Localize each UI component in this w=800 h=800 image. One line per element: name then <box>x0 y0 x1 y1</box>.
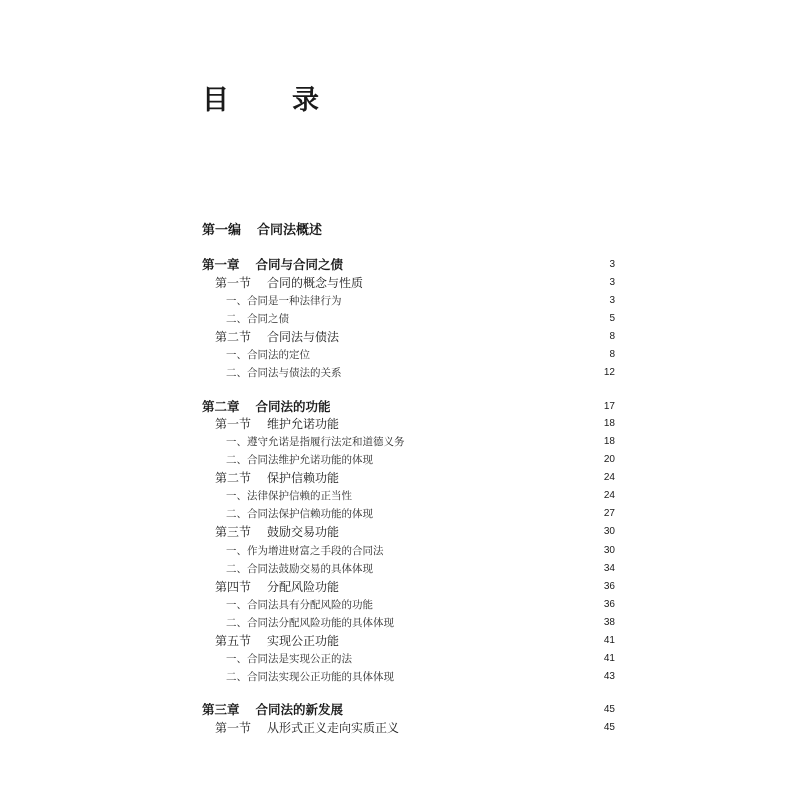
toc-item <box>0 614 800 632</box>
toc-page-number: 18 <box>603 418 615 429</box>
toc-page-number: 41 <box>603 635 615 646</box>
toc-page-number: 3 <box>609 259 615 270</box>
toc-page-number: 18 <box>603 436 615 447</box>
toc-page-number: 17 <box>603 401 615 412</box>
toc-section <box>0 274 800 292</box>
toc-chapter <box>0 701 800 719</box>
toc-chapter-label <box>202 398 331 416</box>
toc-page-number: 8 <box>609 331 615 342</box>
toc-item-text: 一、合同法具有分配风险的功能 <box>226 599 373 611</box>
toc-item <box>0 668 800 686</box>
toc-item-text: 一、作为增进财富之手段的合同法 <box>226 545 384 557</box>
toc-section <box>0 328 800 346</box>
toc-section <box>0 719 800 737</box>
toc-item <box>0 310 800 328</box>
toc-item <box>0 596 800 614</box>
toc-page-number: 36 <box>603 581 615 592</box>
toc-page-number: 36 <box>603 599 615 610</box>
toc-item-label <box>226 505 373 523</box>
toc-chapter-name: 合同法的新发展 <box>255 702 344 717</box>
toc-chapter-name: 合同法的功能 <box>255 399 331 414</box>
toc-section-number: 第二节 <box>215 471 252 485</box>
toc-item-text: 一、合同法的定位 <box>226 349 310 361</box>
toc-page-number: 20 <box>603 454 615 465</box>
toc-item-label <box>226 433 405 451</box>
toc-section-label <box>215 469 339 487</box>
toc-section <box>0 415 800 433</box>
toc-item <box>0 560 800 578</box>
toc-chapter-label <box>202 256 343 274</box>
toc-page-number: 30 <box>603 545 615 556</box>
toc-chapter-label <box>202 701 343 719</box>
toc-item-label <box>226 487 352 505</box>
part-name: 合同法概述 <box>257 223 323 238</box>
toc-item-label <box>226 560 373 578</box>
toc-section-name: 合同的概念与性质 <box>267 276 364 290</box>
toc-item-text: 二、合同法维护允诺功能的体现 <box>226 454 373 466</box>
toc-section-name: 实现公正功能 <box>267 634 340 648</box>
toc-section-label <box>215 415 339 433</box>
toc-section-name: 鼓励交易功能 <box>267 525 340 539</box>
toc-page-number: 24 <box>603 472 615 483</box>
toc-item <box>0 542 800 560</box>
toc-section <box>0 469 800 487</box>
toc-section-number: 第四节 <box>215 580 252 594</box>
toc-item-text: 二、合同法实现公正功能的具体体现 <box>226 671 394 683</box>
toc-section-number: 第一节 <box>215 721 252 735</box>
toc-item-label <box>226 614 394 632</box>
toc-page-number: 45 <box>603 722 615 733</box>
toc-chapter <box>0 256 800 274</box>
toc-section-number: 第一节 <box>215 276 252 290</box>
toc-item <box>0 364 800 382</box>
toc-item-text: 二、合同法鼓励交易的具体体现 <box>226 563 373 575</box>
toc-item-label <box>226 650 352 668</box>
toc-item-text: 一、合同是一种法律行为 <box>226 295 342 307</box>
toc-section-label <box>215 632 339 650</box>
toc-item <box>0 292 800 310</box>
toc-chapter-number: 第一章 <box>202 257 240 272</box>
toc-item <box>0 451 800 469</box>
toc-item <box>0 433 800 451</box>
toc-section-label <box>215 523 339 541</box>
toc-section-name: 合同法与债法 <box>267 330 340 344</box>
toc-page-number: 27 <box>603 508 615 519</box>
toc-item <box>0 650 800 668</box>
page-title: 目 录 <box>202 85 337 116</box>
toc-item-label <box>226 364 342 382</box>
toc-section-label <box>215 274 363 292</box>
toc-item-text: 一、合同法是实现公正的法 <box>226 653 352 665</box>
toc-item-label <box>226 310 289 328</box>
toc-section-number: 第一节 <box>215 417 252 431</box>
toc-chapter-number: 第三章 <box>202 702 240 717</box>
toc-item-text: 二、合同之债 <box>226 313 289 325</box>
toc-section-name: 保护信赖功能 <box>267 471 340 485</box>
toc-section-label <box>215 719 399 737</box>
toc-item <box>0 346 800 364</box>
toc-page-number: 43 <box>603 671 615 682</box>
toc-section-label <box>215 328 339 346</box>
toc-page-number: 45 <box>603 704 615 715</box>
toc-section-number: 第五节 <box>215 634 252 648</box>
toc-item-text: 二、合同法与债法的关系 <box>226 367 342 379</box>
toc-chapter <box>0 398 800 416</box>
toc-chapter-name: 合同与合同之债 <box>255 257 344 272</box>
part-number: 第一编 <box>202 223 242 238</box>
toc-item <box>0 487 800 505</box>
toc-section <box>0 578 800 596</box>
toc-section <box>0 523 800 541</box>
toc-page-number: 41 <box>603 653 615 664</box>
toc-item-text: 一、遵守允诺是指履行法定和道德义务 <box>226 436 405 448</box>
part-heading <box>0 222 800 240</box>
toc-section-name: 从形式正义走向实质正义 <box>267 721 400 735</box>
toc-item-label <box>226 346 310 364</box>
toc-item-label <box>226 668 394 686</box>
part-label <box>202 222 322 240</box>
toc-item-label <box>226 542 384 560</box>
toc-item-text: 二、合同法保护信赖功能的体现 <box>226 508 373 520</box>
toc-item-label <box>226 451 373 469</box>
toc-page-number: 3 <box>609 295 615 306</box>
toc-page-number: 5 <box>609 313 615 324</box>
toc-item-text: 二、合同法分配风险功能的具体体现 <box>226 617 394 629</box>
toc-section-label <box>215 578 339 596</box>
toc-page-number: 12 <box>603 367 615 378</box>
toc-page-number: 24 <box>603 490 615 501</box>
toc-section-number: 第三节 <box>215 525 252 539</box>
toc-section-name: 分配风险功能 <box>267 580 340 594</box>
toc-page-number: 30 <box>603 526 615 537</box>
toc-section <box>0 632 800 650</box>
toc-item-label <box>226 292 342 310</box>
toc-section-name: 维护允诺功能 <box>267 417 340 431</box>
toc-chapter-number: 第二章 <box>202 399 240 414</box>
toc-page-number: 8 <box>609 349 615 360</box>
toc-item <box>0 505 800 523</box>
toc-page-number: 3 <box>609 277 615 288</box>
toc-item-label <box>226 596 373 614</box>
toc-page-number: 38 <box>603 617 615 628</box>
toc-item-text: 一、法律保护信赖的正当性 <box>226 490 352 502</box>
toc-page-number: 34 <box>603 563 615 574</box>
toc-section-number: 第二节 <box>215 330 252 344</box>
